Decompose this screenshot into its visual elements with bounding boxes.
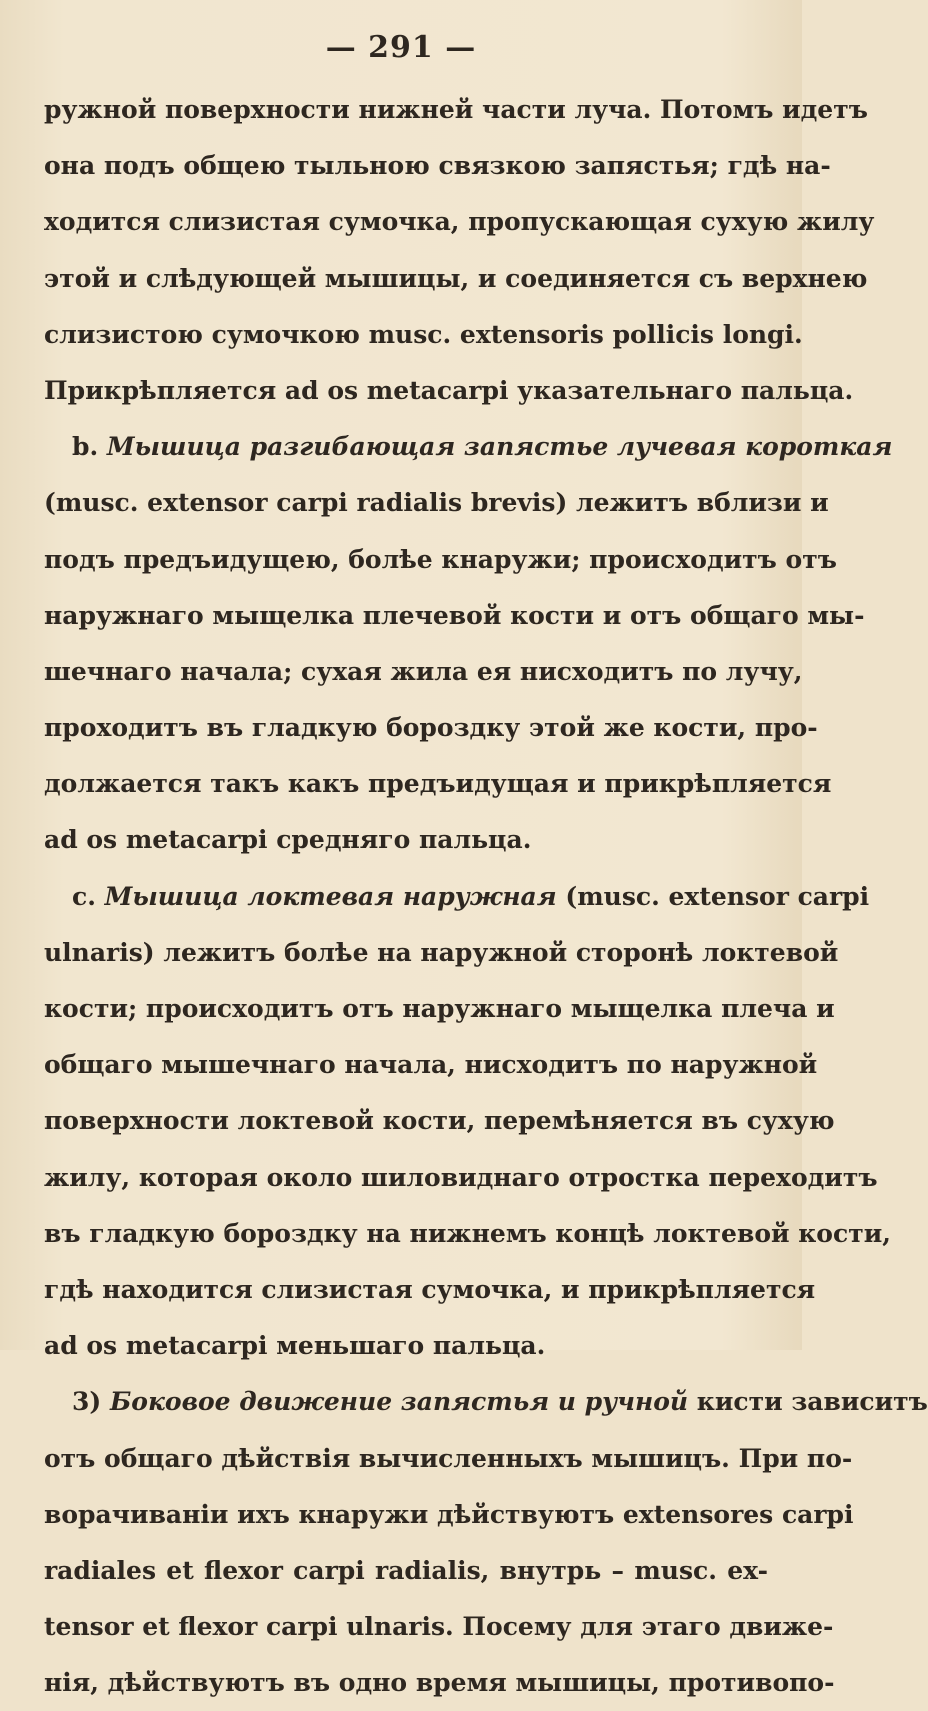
- text-line: [44, 1262, 816, 1318]
- text-segment: нія, дѣйствуютъ въ одно время мышицы, противопо-: [44, 1668, 835, 1698]
- text-segment: tensor et flexor carpi ulnaris. Посему для этаго движе-: [44, 1612, 834, 1642]
- body-text: [44, 82, 928, 1711]
- text-segment: общаго мышечнаго начала, нисходитъ по наружной: [44, 1050, 818, 1080]
- text-line: [44, 1431, 853, 1487]
- text-line: [44, 812, 768, 868]
- text-line: [44, 251, 868, 307]
- text-line: [44, 194, 875, 250]
- text-line: [44, 1150, 878, 1206]
- text-segment: кисти зависитъ: [688, 1387, 928, 1417]
- page-number: — 291 —: [325, 30, 477, 65]
- italic-heading: Боковое движение запястья и ручной: [109, 1387, 689, 1417]
- text-segment: ad os metacarpi меньшаго пальца.: [44, 1331, 546, 1361]
- text-segment: (musc. extensor carpi: [556, 881, 870, 911]
- text-line: [44, 588, 865, 644]
- text-segment: кости; происходитъ отъ наружнаго мыщелка плеча и: [44, 994, 835, 1023]
- text-segment: ружной поверхности нижней части луча. Потомъ идетъ: [44, 95, 868, 124]
- text-segment: этой и слѣдующей мышицы, и соединяется съ верхнею: [44, 263, 868, 293]
- text-line: [44, 1543, 768, 1599]
- text-line: [44, 532, 837, 588]
- text-segment: ходится слизистая сумочка, пропускающая сухую жилу: [44, 207, 875, 237]
- text-line: [44, 1374, 928, 1430]
- text-line: [44, 1093, 835, 1149]
- text-segment: отъ общаго дѣйствія вычисленныхъ мышицъ. При по-: [44, 1443, 853, 1473]
- italic-heading: Мышица разгибающая запястье лучевая короткая: [106, 432, 893, 462]
- text-segment: проходитъ въ гладкую бороздку этой же кости, про-: [44, 713, 818, 743]
- text-line: [44, 700, 818, 756]
- text-line: [44, 756, 832, 812]
- text-line: [44, 1655, 835, 1711]
- text-line: [44, 869, 870, 925]
- text-segment: ulnaris) лежитъ болѣе на наружной сторонѣ локтевой: [44, 937, 839, 967]
- text-segment: наружнаго мыщелка плечевой кости и отъ общаго мы-: [44, 600, 865, 630]
- italic-heading: Мышица локтевая наружная: [104, 881, 557, 911]
- text-segment: гдѣ находится слизистая сумочка, и прикрѣпляется: [44, 1274, 816, 1304]
- text-line: [44, 981, 835, 1037]
- text-segment: ad os metacarpi средняго пальца.: [44, 825, 532, 855]
- text-segment: b.: [72, 432, 107, 462]
- text-segment: (musc. extensor carpi radialis brevis) лежитъ вблизи и: [44, 488, 829, 518]
- text-segment: ворачиваніи ихъ кнаружи дѣйствуютъ extensores carpi: [44, 1499, 854, 1529]
- text-line: [44, 925, 839, 981]
- text-segment: шечнаго начала; сухая жила ея нисходитъ по лучу,: [44, 656, 803, 686]
- text-segment: слизистою сумочкою musc. extensoris pollicis longi.: [44, 319, 803, 349]
- text-segment: Прикрѣпляется ad os metacarpi указательнаго пальца.: [44, 375, 854, 405]
- text-line: [44, 1037, 818, 1093]
- text-line: [44, 1206, 891, 1262]
- text-segment: въ гладкую бороздку на нижнемъ концѣ локтевой кости,: [44, 1218, 891, 1248]
- text-segment: 3): [72, 1387, 110, 1417]
- text-line: [44, 475, 829, 531]
- text-segment: поверхности локтевой кости, перемѣняется въ сухую: [44, 1106, 835, 1136]
- text-line: [44, 307, 803, 363]
- text-line: [44, 1487, 854, 1543]
- text-segment: подъ предъидущею, болѣе кнаружи; происходитъ отъ: [44, 544, 837, 574]
- text-segment: c.: [72, 881, 105, 911]
- text-line: [44, 1599, 834, 1655]
- text-segment: должается такъ какъ предъидущая и прикрѣпляется: [44, 769, 832, 799]
- text-segment: radiales et flexor carpi radialis, внутрь – musc. ex-: [44, 1555, 768, 1585]
- text-line: [44, 1318, 768, 1374]
- text-line: [44, 419, 893, 475]
- text-line: [44, 138, 831, 194]
- text-line: [44, 363, 854, 419]
- text-segment: она подъ общею тыльною связкою запястья; гдѣ на-: [44, 151, 831, 181]
- text-line: [44, 82, 868, 138]
- text-line: [44, 644, 803, 700]
- text-segment: жилу, которая около шиловиднаго отростка переходитъ: [44, 1162, 878, 1192]
